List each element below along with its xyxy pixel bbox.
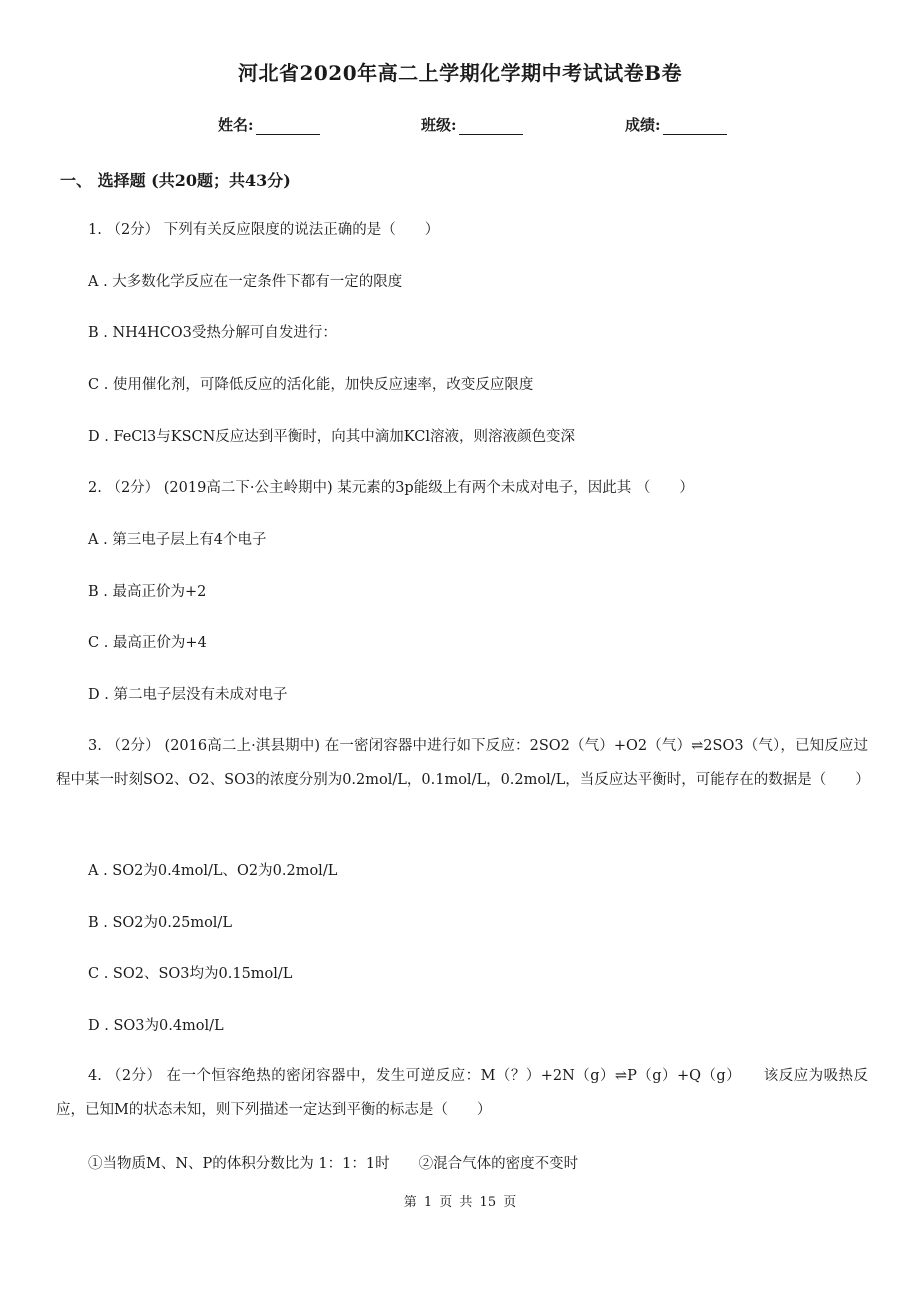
question-3-option-a: A . SO2为0.4mol/L、O2为0.2mol/L — [88, 863, 338, 879]
question-2-option-b: B . 最高正价为+2 — [88, 584, 207, 600]
class-field — [421, 114, 523, 135]
page-footer: 第 1 页 共 15 页 — [403, 1195, 517, 1210]
name-field — [218, 114, 320, 135]
score-label: 成绩: — [625, 116, 661, 134]
score-blank — [663, 118, 727, 135]
question-3-stem: 3. （2分） (2016高二上·淇县期中) 在一密闭容器中进行如下反应：2SO2（气）+O2（气）⇌2SO3（气），已知反应过程中某一时刻SO2、O2、SO3的浓度分别为0.2mol/L，0.1mol/L，0.2mol/L，当反应达平衡时，可能存在的数据是（ ） — [56, 738, 870, 788]
question-3-option-c: C . SO2、SO3均为0.15mol/L — [88, 966, 293, 982]
question-3-option-b: B . SO2为0.25mol/L — [88, 915, 232, 931]
name-blank — [256, 118, 320, 135]
question-2-stem: 2. （2分） (2019高二下·公主岭期中) 某元素的3p能级上有两个未成对电子，因此其 （ ） — [88, 480, 694, 496]
question-1-option-c: C . 使用催化剂，可降低反应的活化能，加快反应速率，改变反应限度 — [88, 377, 534, 393]
question-1-option-b: B . NH4HCO3受热分解可自发进行： — [88, 325, 337, 341]
question-1-stem: 1. （2分） 下列有关反应限度的说法正确的是（ ） — [88, 222, 440, 238]
question-3-option-d: D . SO3为0.4mol/L — [88, 1018, 224, 1034]
question-4-statements: ①当物质M、N、P的体积分数比为 1：1：1时 ②混合气体的密度不变时 — [88, 1156, 579, 1172]
question-1-option-a: A . 大多数化学反应在一定条件下都有一定的限度 — [88, 274, 403, 290]
question-4-stem: 4. （2分） 在一个恒容绝热的密闭容器中，发生可逆反应：M（？）+2N（g）⇌P（g）+Q（g） 该反应为吸热反应，已知M的状态未知，则下列描述一定达到平衡的标志是（ ） — [56, 1068, 868, 1118]
class-blank — [459, 118, 523, 135]
exam-title: 河北省2020年高二上学期化学期中考试试卷B卷 — [237, 61, 683, 85]
score-field — [625, 114, 727, 135]
student-info-row — [0, 114, 920, 138]
question-2-option-d: D . 第二电子层没有未成对电子 — [88, 687, 288, 703]
question-2-option-a: A . 第三电子层上有4个电子 — [88, 532, 267, 548]
section-header-choice: 一、 选择题 (共20题；共43分) — [60, 171, 291, 190]
name-label: 姓名: — [218, 116, 254, 134]
class-label: 班级: — [421, 116, 457, 134]
question-1-option-d: D . FeCl3与KSCN反应达到平衡时，向其中滴加KCl溶液，则溶液颜色变深 — [88, 429, 575, 445]
question-2-option-c: C . 最高正价为+4 — [88, 635, 207, 651]
